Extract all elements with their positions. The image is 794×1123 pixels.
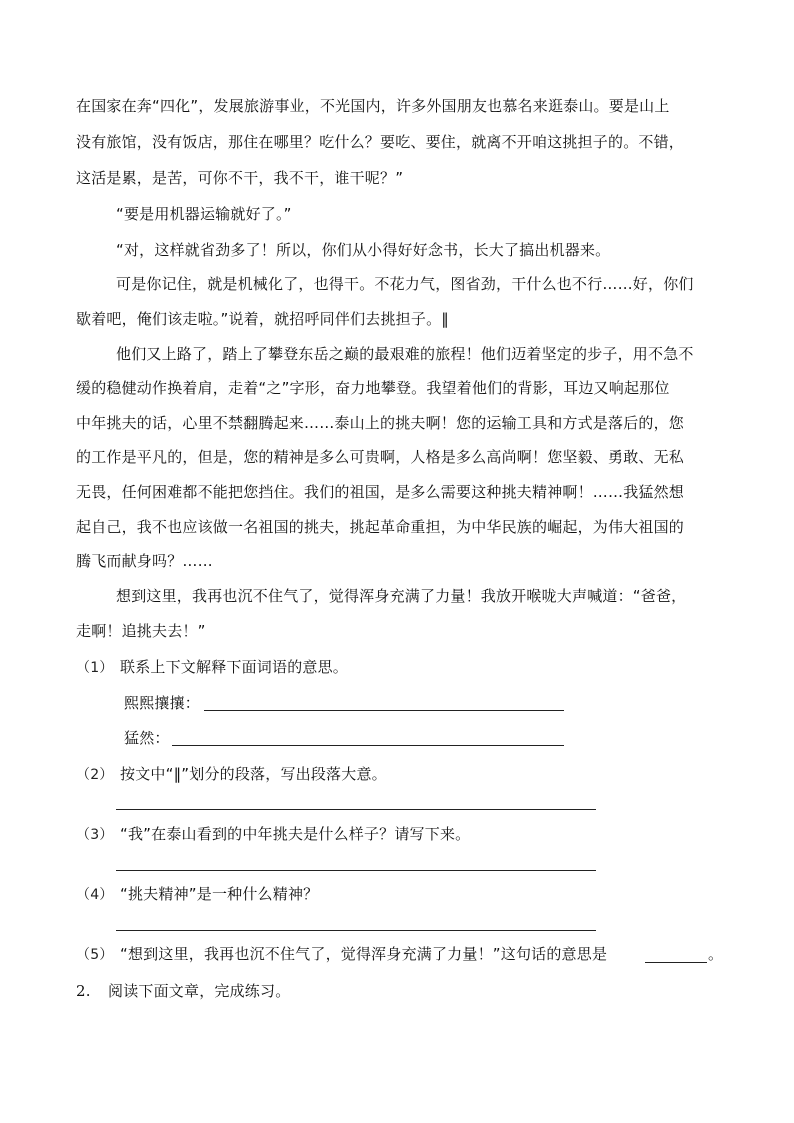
- next-item: [76, 981, 726, 1001]
- passage-line: 起自己，我不也应该做一名祖国的挑夫，挑起革命重担，为中华民族的崛起，为伟大祖国的: [76, 518, 685, 536]
- term-label-1: 熙熙攘攘：: [124, 694, 201, 712]
- passage-line: 他们又上路了，踏上了攀登东岳之巅的最艰难的旅程！他们迈着坚定的步子，用不急不: [116, 345, 694, 363]
- question-5-end: 。: [708, 945, 724, 963]
- question-text: 按文中“‖”划分的段落，写出段落大意。: [120, 765, 387, 783]
- passage-line: 想到这里，我再也沉不住气了，觉得浑身充满了力量！我放开喉咙大声喊道：“爸爸，: [116, 587, 687, 605]
- passage-line: 的工作是平凡的，但是，您的精神是多么可贵啊，人格是多么高尚啊！您坚毅、勇敢、无私: [76, 448, 685, 466]
- question-1: [76, 657, 726, 678]
- passage-line: 无畏，任何困难都不能把您挡住。我们的祖国，是多么需要这种挑夫精神啊！……我猛然想: [76, 483, 685, 501]
- question-4: [76, 884, 726, 905]
- question-number: （3）: [76, 827, 114, 843]
- passage-line: 腾飞而献身吗？……: [76, 552, 213, 570]
- question-text: “想到这里，我再也沉不住气了，觉得浑身充满了力量！”这句话的意思是: [120, 945, 608, 963]
- passage-line: “对，这样就省劲多了！所以，你们从小得好好念书，长大了搞出机器来。: [116, 241, 611, 259]
- passage-line: 中年挑夫的话，心里不禁翻腾起来……泰山上的挑夫啊！您的运输工具和方式是落后的，您: [76, 414, 685, 432]
- term-label-2: 猛然：: [124, 729, 170, 747]
- question-text: “我”在泰山看到的中年挑夫是什么样子？请写下来。: [120, 825, 471, 843]
- question-number: （2）: [76, 767, 114, 783]
- answer-blank-q2[interactable]: [116, 809, 596, 810]
- question-number: （5）: [76, 947, 114, 963]
- answer-blank-q3[interactable]: [116, 870, 596, 871]
- item-number: 2.: [76, 982, 91, 1000]
- passage-line: 可是你记住，就是机械化了，也得干。不花力气，图省劲，干什么也不行……好，你们: [116, 275, 694, 293]
- question-3: [76, 824, 726, 845]
- passage-line: 没有旅馆，没有饭店，那住在哪里？吃什么？要吃、要住，就离不开咱这挑担子的。不错，: [76, 133, 685, 151]
- question-2: [76, 764, 726, 785]
- passage-line: “要是用机器运输就好了。”: [116, 205, 292, 223]
- passage-line: 走啊！追挑夫去！”: [76, 622, 206, 640]
- question-text: 联系上下文解释下面词语的意思。: [120, 658, 349, 676]
- item-instruction: 阅读下面文章，完成练习。: [108, 982, 291, 1000]
- question-text: “挑夫精神”是一种什么精神？: [120, 885, 319, 903]
- question-number: （1）: [76, 660, 114, 676]
- answer-blank-q4[interactable]: [116, 930, 596, 931]
- answer-blank-term-2[interactable]: [172, 745, 564, 746]
- question-number: （4）: [76, 887, 114, 903]
- question-5: [76, 944, 726, 965]
- passage-line: 这活是累，是苦，可你不干，我不干，谁干呢？”: [76, 169, 404, 187]
- answer-blank-term-1[interactable]: [204, 710, 564, 711]
- passage-line: 歇着吧，俺们该走啦。”说着，就招呼同伴们去挑担子。‖: [76, 310, 449, 328]
- passage-line: 在国家在奔“四化”，发展旅游事业，不光国内，许多外国朋友也慕名来逛泰山。要是山上: [76, 97, 670, 115]
- answer-blank-q5[interactable]: [645, 962, 707, 963]
- passage-line: 缓的稳健动作换着肩，走着“之”字形，奋力地攀登。我望着他们的背影，耳边又响起那位: [76, 379, 670, 397]
